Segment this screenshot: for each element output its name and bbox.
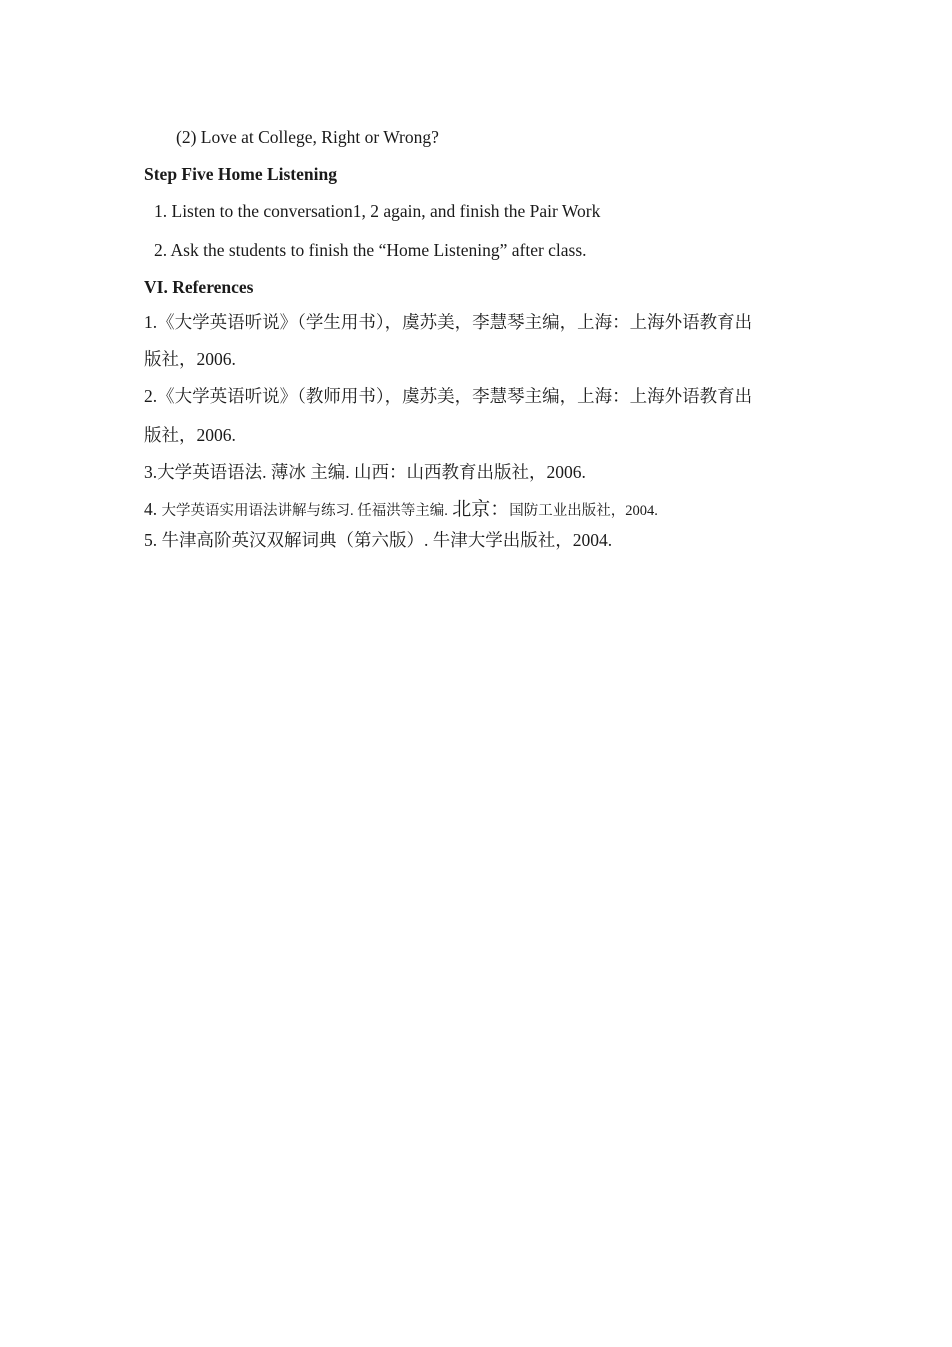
step-five-heading: Step Five Home Listening <box>144 164 337 184</box>
reference-2-line-1: 2.《大学英语听说》（教师用书），虞苏美，李慧琴主编，上海：上海外语教育出 <box>144 386 753 406</box>
reference-4-number: 4. <box>144 499 158 519</box>
reference-4-publisher: 国防工业出版社，2004. <box>509 503 658 519</box>
subitem-love-at-college: (2) Love at College, Right or Wrong? <box>176 127 439 147</box>
reference-4-city: 北京： <box>452 499 510 520</box>
reference-1-line-1: 1.《大学英语听说》（学生用书），虞苏美，李慧琴主编，上海：上海外语教育出 <box>144 312 753 332</box>
reference-2-line-2: 版社，2006. <box>144 425 236 445</box>
reference-5: 5. 牛津高阶英汉双解词典（第六版）. 牛津大学出版社，2004. <box>144 530 613 550</box>
reference-1-line-2: 版社，2006. <box>144 349 236 369</box>
references-heading: VI. References <box>144 277 254 297</box>
reference-4 <box>144 498 658 522</box>
step-item-2: 2. Ask the students to finish the “Home Listening” after class. <box>154 240 587 260</box>
reference-4-title: 大学英语实用语法讲解与练习. 任福洪等主编. <box>161 503 448 519</box>
step-item-1: 1. Listen to the conversation1, 2 again, and finish the Pair Work <box>154 201 601 221</box>
reference-3: 3.大学英语语法. 薄冰 主编. 山西：山西教育出版社，2006. <box>144 462 586 482</box>
